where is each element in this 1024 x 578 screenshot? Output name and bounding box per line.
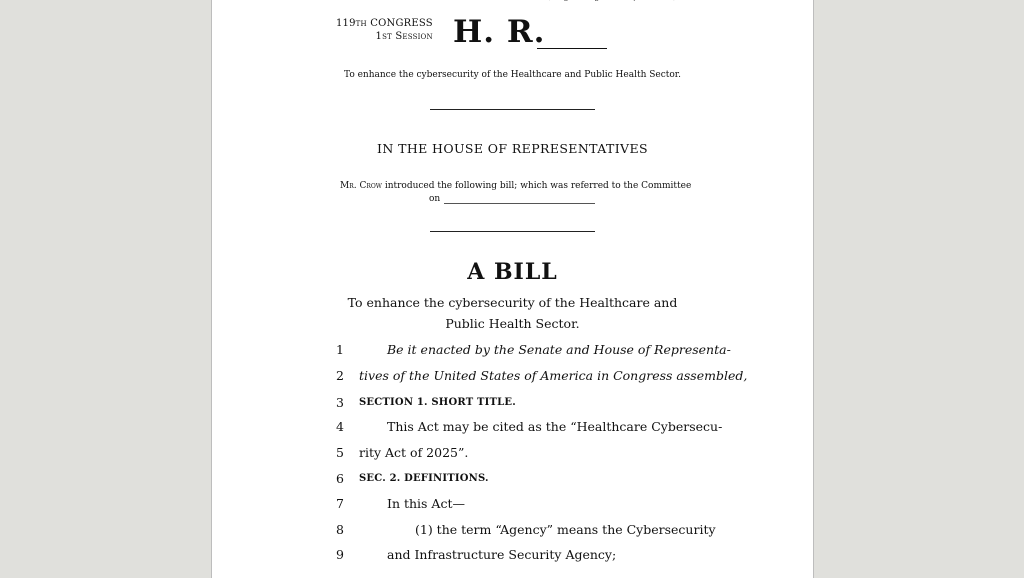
section-heading: SEC. 2. DEFINITIONS. [359,473,489,484]
line-number: 6 [336,471,344,486]
session-line: 1st Session [375,31,433,42]
line-number: 3 [336,395,344,410]
bill-line: (1) the term “Agency” means the Cybersecurity [415,522,716,537]
section-heading: SECTION 1. SHORT TITLE. [359,397,516,408]
bill-line: tives of the United States of America in Congress assembled, [359,368,748,383]
bill-purpose: To enhance the cybersecurity of the Healthcare and Public Health Sector. [347,295,678,331]
document-page [211,0,814,578]
bill-heading: A BILL [467,259,558,285]
line-number: 4 [336,419,344,434]
bill-line: In this Act— [387,496,465,511]
congress-session [336,17,433,43]
line-number: 7 [336,496,344,511]
introduction-line [340,181,691,191]
divider-rule [430,109,595,110]
bill-number-blank [537,48,607,49]
introduction-text: introduced the following bill; which was referred to the Committee [381,181,692,191]
line-number: 8 [336,522,344,537]
signature-note [548,0,677,1]
divider-rule [430,231,595,232]
bill-line: and Infrastructure Security Agency; [387,547,617,562]
sponsor-name: Mr. Crow [340,181,382,191]
bill-line: This Act may be cited as the “Healthcare Cybersecu- [387,419,723,434]
line-number: 5 [336,445,344,460]
congress-line: 119th CONGRESS [336,18,433,29]
bill-number-title: H. R. [453,14,546,50]
line-number: 2 [336,368,344,383]
bill-line: Be it enacted by the Senate and House of Representa- [387,342,731,357]
chamber-heading: IN THE HOUSE OF REPRESENTATIVES [377,141,648,156]
line-number: 9 [336,547,344,562]
bill-line: rity Act of 2025”. [359,445,469,460]
purpose-caption: To enhance the cybersecurity of the Healthcare and Public Health Sector. [344,70,681,80]
committee-on-label: on [429,194,441,204]
committee-blank [444,203,595,204]
line-number: 1 [336,342,344,357]
